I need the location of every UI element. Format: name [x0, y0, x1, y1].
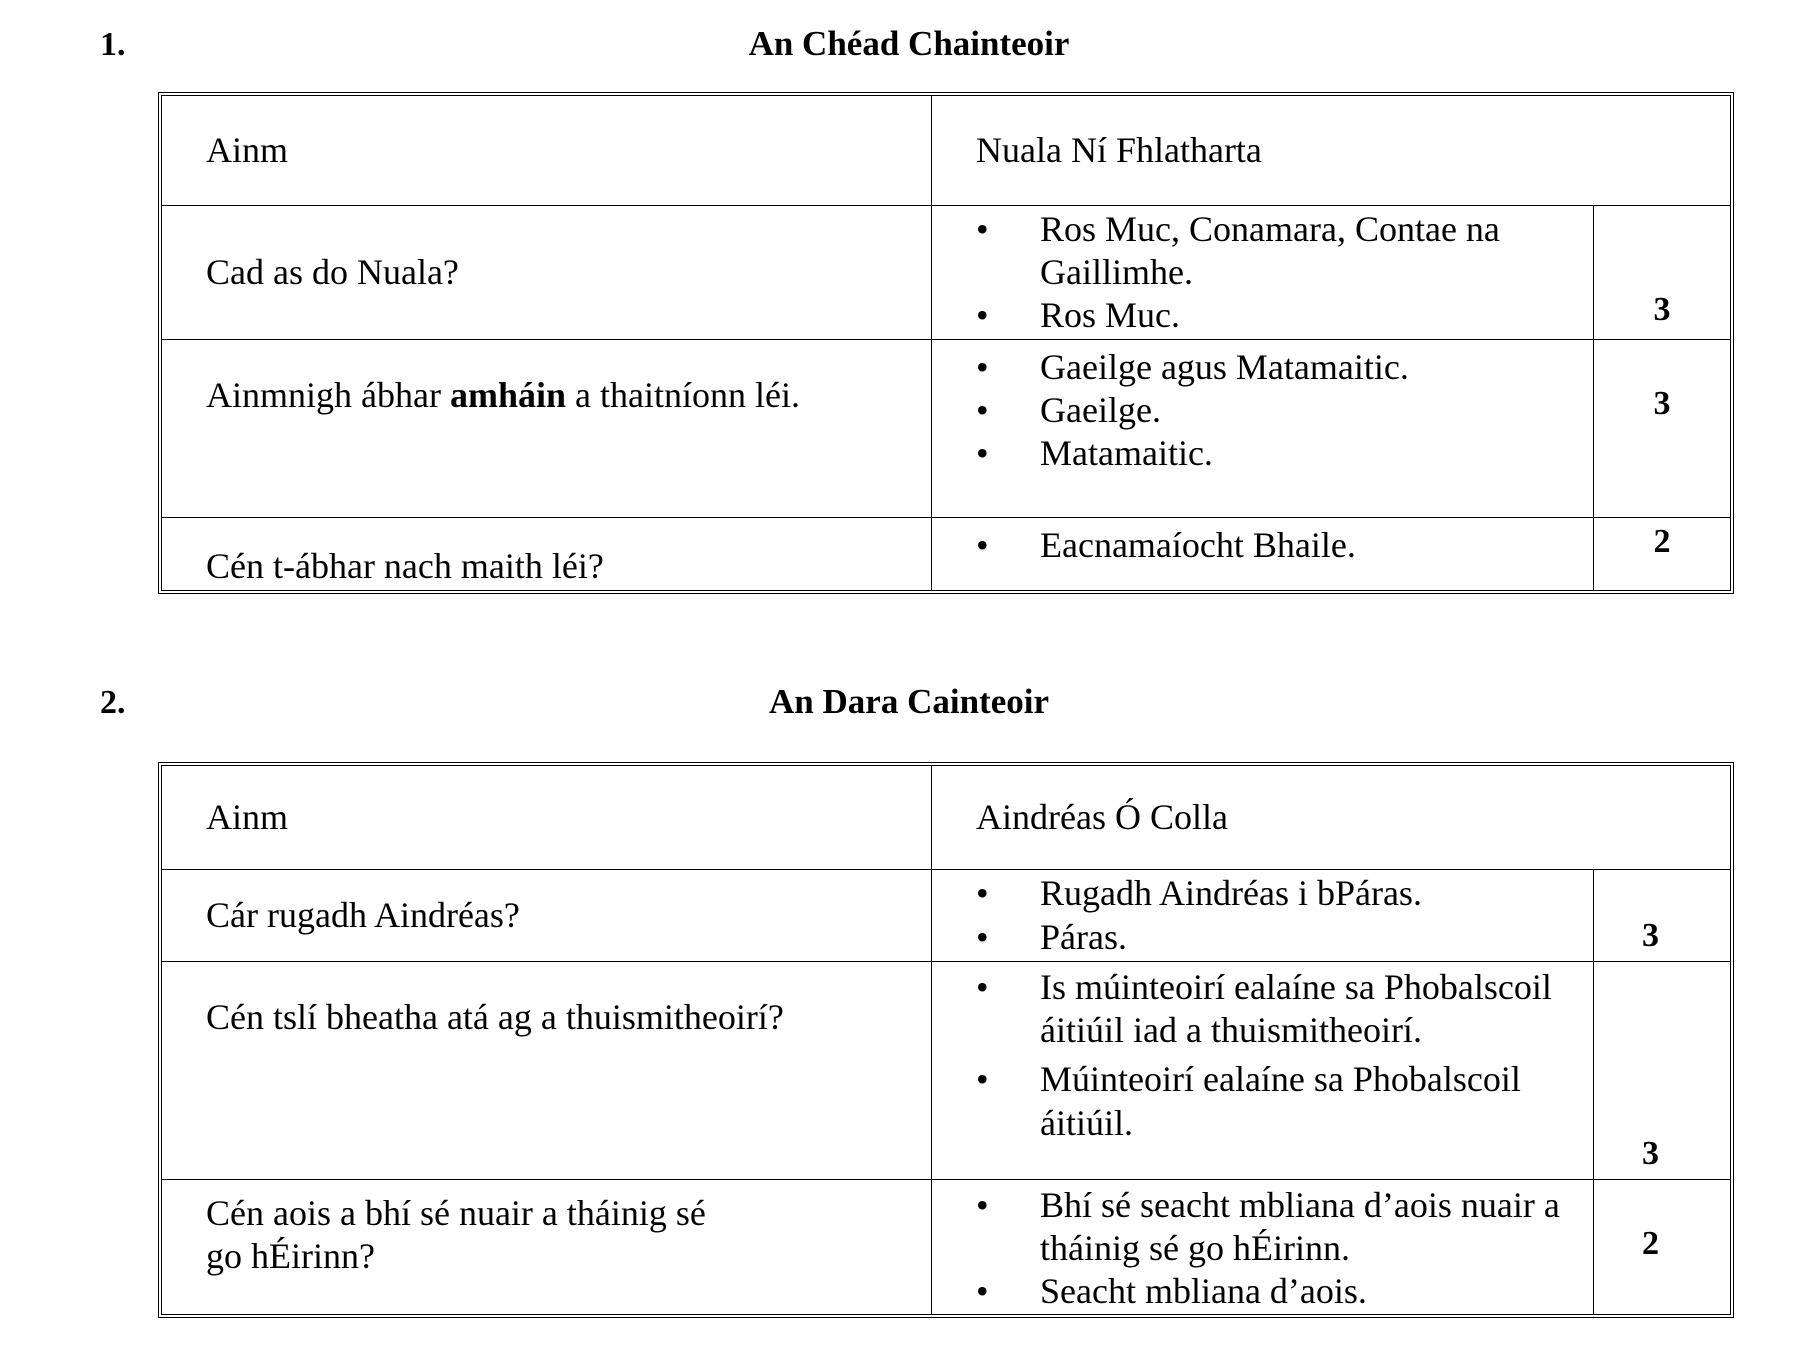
table-row: [162, 1180, 1730, 1314]
marks: 3: [1594, 870, 1730, 962]
marks: 3: [1594, 962, 1730, 1180]
table-row: [162, 870, 1730, 962]
answer-item: • Seacht mbliana d’aois.: [976, 1270, 1573, 1313]
section-title: An Dara Cainteoir: [769, 682, 1049, 721]
answer-cell: [932, 340, 1594, 518]
answer-item: • Is múinteoirí ealaíne sa Phobalscoil áitiúil iad a thuismitheoirí.: [976, 966, 1573, 1052]
question: [162, 340, 932, 518]
answer-cell: [932, 870, 1594, 962]
answer-item: • Múinteoirí ealaíne sa Phobalscoil áitiúil.: [976, 1058, 1573, 1144]
question: Cén tslí bheatha atá ag a thuismitheoirí?: [162, 962, 932, 1180]
answer-item: • Páras.: [976, 916, 1573, 959]
answer-table-1: [158, 92, 1734, 594]
question: [162, 1180, 932, 1314]
answer-item: • Matamaitic.: [976, 432, 1573, 475]
question: Cad as do Nuala?: [162, 206, 932, 340]
answer-cell: [932, 1180, 1594, 1314]
answer-cell: [932, 206, 1594, 340]
answer-table-2: [158, 762, 1734, 1318]
answer-item: • Ros Muc, Conamara, Contae na Gaillimhe.: [976, 208, 1573, 294]
question-emphasis: amháin: [449, 375, 566, 415]
name-value: Aindréas Ó Colla: [932, 766, 1730, 870]
answer-item: • Gaeilge.: [976, 389, 1573, 432]
question-text: Ainmnigh ábhar: [206, 375, 450, 415]
section-title: An Chéad Chainteoir: [748, 24, 1070, 63]
table-row: [162, 962, 1730, 1180]
question-text: Cén aois a bhí sé nuair a tháinig sé go hÉirinn?: [206, 1193, 706, 1277]
table-row: [162, 518, 1730, 590]
table-row: [162, 340, 1730, 518]
answer-cell: [932, 962, 1594, 1180]
question: Cén t-ábhar nach maith léi?: [162, 518, 932, 590]
marks: 3: [1594, 340, 1730, 518]
name-row: [162, 766, 1730, 870]
question-text: a thaitníonn léi.: [566, 375, 800, 415]
name-label: Ainm: [162, 766, 932, 870]
name-value: Nuala Ní Fhlatharta: [932, 96, 1730, 206]
answer-item: • Gaeilge agus Matamaitic.: [976, 346, 1573, 389]
marks: 2: [1642, 1225, 1659, 1262]
table-row: [162, 206, 1730, 340]
marks: 3: [1594, 206, 1730, 340]
answer-item: • Rugadh Aindréas i bPáras.: [976, 872, 1573, 915]
marks: 2: [1653, 523, 1671, 560]
section-number: 2.: [100, 684, 126, 721]
name-label: Ainm: [162, 96, 932, 206]
answer-item: • Bhí sé seacht mbliana d’aois nuair a tháinig sé go hÉirinn.: [976, 1184, 1573, 1270]
name-row: [162, 96, 1730, 206]
section-number: 1.: [100, 26, 126, 63]
question: Cár rugadh Aindréas?: [162, 870, 932, 962]
answer-item: • Eacnamaíocht Bhaile.: [976, 524, 1573, 567]
answer-cell: [932, 518, 1594, 590]
answer-item: • Ros Muc.: [976, 294, 1573, 337]
